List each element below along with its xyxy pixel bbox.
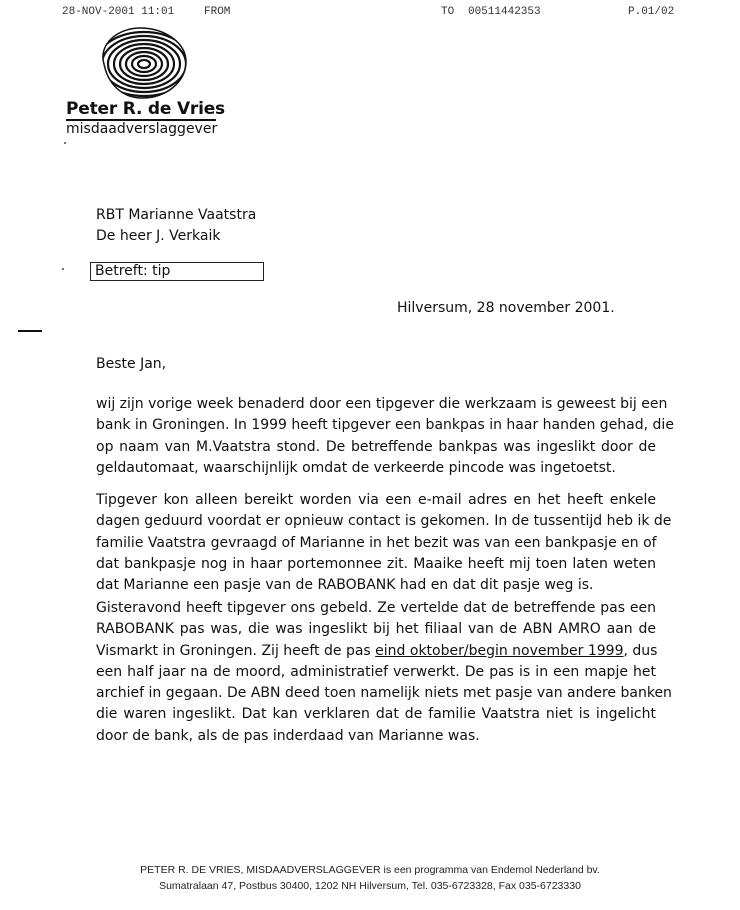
letterhead-subtitle: misdaadverslaggever bbox=[66, 121, 218, 137]
recipient-block bbox=[96, 205, 256, 247]
subject-box: Betreft: tip bbox=[90, 262, 264, 281]
paragraph-line: Gisteravond heeft tipgever ons gebeld. Ze vertelde dat de betreffende pas een bbox=[96, 600, 656, 616]
scan-speck bbox=[64, 142, 66, 144]
fax-datetime: 28-NOV-2001 11:01 bbox=[62, 6, 175, 18]
footer-line-2: Sumatralaan 47, Postbus 30400, 1202 NH Hilversum, Tel. 035-6723328, Fax 035-6723330 bbox=[159, 880, 581, 892]
fax-header bbox=[0, 6, 740, 22]
paragraph-line: dagen geduurd voordat er opnieuw contact is gekomen. In de tussentijd heb ik de bbox=[96, 513, 672, 530]
paragraph-2 bbox=[96, 490, 672, 596]
fax-to-label: TO bbox=[441, 6, 455, 18]
fax-to-number: 00511442353 bbox=[468, 6, 541, 18]
letterhead-name: Peter R. de Vries bbox=[66, 99, 225, 119]
paragraph-line: archief in gegaan. De ABN deed toen namelijk niets met pasje van andere banken bbox=[96, 685, 672, 702]
paragraph-3 bbox=[96, 598, 672, 747]
fax-from-label: FROM bbox=[204, 6, 231, 18]
salutation: Beste Jan, bbox=[96, 356, 167, 372]
margin-mark bbox=[18, 330, 42, 332]
paragraph-line: een half jaar na de moord, administratief verwerkt. De pas is in een mapje het bbox=[96, 663, 656, 680]
letterhead-logo bbox=[66, 24, 226, 139]
paragraph-line: dat Marianne een pasje van de RABOBANK had en dat dit pasje weg is. bbox=[96, 577, 594, 594]
footer-line-1: PETER R. DE VRIES, MISDAADVERSLAGGEVER is een programma van Endemol Nederland bv. bbox=[140, 864, 600, 876]
paragraph-line: op naam van M.Vaatstra stond. De betreffende bankpas was ingeslikt door de bbox=[96, 438, 656, 455]
underlined-date-range: eind oktober/begin november 1999 bbox=[375, 642, 624, 659]
paragraph-line: dat bankpasje nog in haar portemonnee zit. Maaike heeft mij toen laten weten bbox=[96, 555, 656, 572]
recipient-line-2: De heer J. Verkaik bbox=[96, 228, 221, 244]
paragraph-line: door de bank, als de pas inderdaad van Marianne was. bbox=[96, 727, 480, 744]
paragraph-1 bbox=[96, 394, 674, 479]
paragraph-line: wij zijn vorige week benaderd door een tipgever die werkzaam is geweest bij een bbox=[96, 396, 668, 412]
paragraph-line: Tipgever kon alleen bereikt worden via een e-mail adres en het heeft enkele bbox=[96, 492, 656, 508]
recipient-line-1: RBT Marianne Vaatstra bbox=[96, 207, 257, 223]
letter-date: Hilversum, 28 november 2001. bbox=[397, 300, 615, 316]
paragraph-line: die waren ingeslikt. Dat kan verklaren dat de familie Vaatstra niet is ingelicht bbox=[96, 706, 656, 723]
paragraph-line: familie Vaatstra gevraagd of Marianne in het bezit was van een bankpasje en of bbox=[96, 534, 657, 551]
paragraph-line bbox=[96, 641, 656, 662]
scan-speck bbox=[62, 268, 64, 270]
paragraph-text: , dus bbox=[623, 642, 658, 659]
paragraph-line: geldautomaat, waarschijnlijk omdat de verkeerde pincode was ingetoetst. bbox=[96, 459, 616, 476]
paragraph-text: Vismarkt in Groningen. Zij heeft de pas bbox=[96, 642, 376, 659]
paragraph-line: RABOBANK pas was, die was ingeslikt bij het filiaal van de ABN AMRO aan de bbox=[96, 621, 656, 638]
fingerprint-icon bbox=[94, 24, 190, 102]
paragraph-line: bank in Groningen. In 1999 heeft tipgever een bankpas in haar handen gehad, die bbox=[96, 417, 674, 434]
letter-footer bbox=[0, 862, 740, 894]
fax-page-number: P.01/02 bbox=[628, 6, 675, 18]
